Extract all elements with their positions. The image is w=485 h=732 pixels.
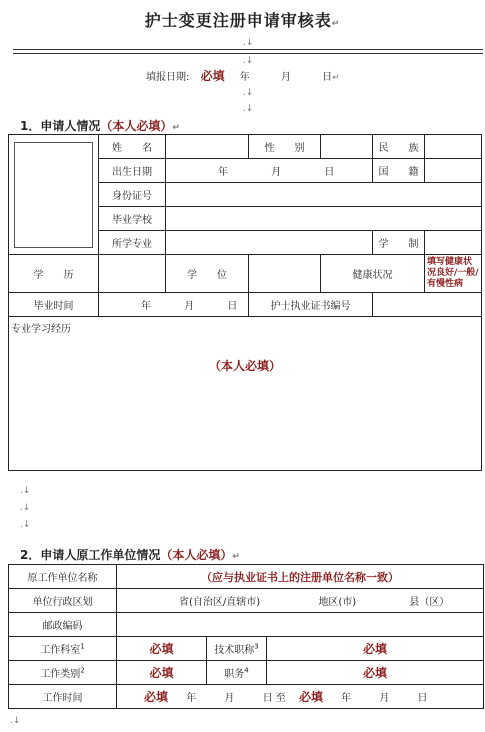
ethnicity-field[interactable]: [425, 135, 482, 159]
photo-placeholder: [14, 142, 93, 248]
photo-cell[interactable]: [9, 135, 99, 255]
major-field[interactable]: [166, 231, 373, 255]
unit-label: 原工作单位名称: [9, 565, 117, 589]
paragraph-mark: .↓: [20, 520, 31, 530]
gender-label: 性 别: [249, 135, 321, 159]
duty-field[interactable]: 必填: [267, 661, 484, 685]
ethnicity-label: 民 族: [373, 135, 425, 159]
id-field[interactable]: [166, 183, 482, 207]
name-field[interactable]: [166, 135, 249, 159]
degree-field[interactable]: [249, 255, 321, 293]
section1-heading: 1．申请人情况（本人必填）↵: [20, 119, 180, 133]
paragraph-mark: .↓: [243, 104, 254, 114]
paragraph-mark: .↓: [20, 503, 31, 513]
region-label: 单位行政区划: [9, 589, 117, 613]
name-label: 姓 名: [99, 135, 166, 159]
paragraph-mark: .↓: [10, 716, 21, 726]
tech-title-label: 技术职称$^3$: [207, 637, 267, 661]
fill-date-required[interactable]: 必填: [200, 69, 225, 83]
dept-label: 工作科室$^1$: [9, 637, 117, 661]
category-field[interactable]: 必填: [117, 661, 207, 685]
section2-heading: 2．申请人原工作单位情况（本人必填）↵: [20, 548, 240, 562]
dept-field[interactable]: 必填: [117, 637, 207, 661]
region-field[interactable]: 省(自治区/直辖市) 地区(市) 县（区）: [117, 589, 484, 613]
system-field[interactable]: [425, 231, 482, 255]
paragraph-mark: .↓: [20, 486, 31, 496]
school-field[interactable]: [166, 207, 482, 231]
fill-date-day: 日: [322, 72, 333, 83]
paragraph-mark: .↓: [243, 38, 254, 48]
degree-label: 学 位: [166, 255, 249, 293]
health-field[interactable]: 填写健康状况良好/一般/有慢性病: [425, 255, 482, 293]
cert-field[interactable]: [373, 293, 482, 317]
unit-field[interactable]: （应与执业证书上的注册单位名称一致）: [117, 565, 484, 589]
id-label: 身份证号: [99, 183, 166, 207]
category-label: 工作类别$^2$: [9, 661, 117, 685]
education-field[interactable]: [99, 255, 166, 293]
period-label: 工作时间: [9, 685, 117, 709]
work-unit-table: [8, 564, 484, 709]
nationality-label: 国 籍: [373, 159, 425, 183]
tech-title-field[interactable]: 必填: [267, 637, 484, 661]
postcode-field[interactable]: [117, 613, 484, 637]
health-label: 健康状况: [321, 255, 425, 293]
experience-required-note: （本人必填）: [208, 359, 281, 373]
title-rule-thin: [13, 53, 483, 54]
postcode-label: 邮政编码: [9, 613, 117, 637]
gender-field[interactable]: [321, 135, 373, 159]
cert-label: 护士执业证书编号: [249, 293, 373, 317]
major-label: 所学专业: [99, 231, 166, 255]
fill-date-year: 年: [239, 72, 250, 83]
page-title: 护士变更注册申请审核表↵: [144, 11, 341, 30]
applicant-table: [8, 134, 482, 471]
birth-field[interactable]: 年 月 日: [166, 159, 373, 183]
fill-date-label: 填报日期:: [146, 72, 190, 83]
period-field[interactable]: 必填 年 月 日 至 必填 年 月 日: [117, 685, 484, 709]
title-rule-thick: [13, 49, 483, 50]
paragraph-mark: .↓: [243, 88, 254, 98]
system-label: 学 制: [373, 231, 425, 255]
education-label: 学 历: [9, 255, 99, 293]
birth-label: 出生日期: [99, 159, 166, 183]
fill-date-month: 月: [280, 72, 291, 83]
paragraph-mark: .↓: [243, 56, 254, 66]
experience-cell[interactable]: [9, 317, 482, 471]
grad-label: 毕业时间: [9, 293, 99, 317]
duty-label: 职务$^4$: [207, 661, 267, 685]
grad-field[interactable]: 年 月 日: [99, 293, 249, 317]
school-label: 毕业学校: [99, 207, 166, 231]
experience-label: 专业学习经历: [11, 324, 71, 335]
fill-date-row: 填报日期: 必填 年 月 日↵: [146, 69, 340, 83]
nationality-field[interactable]: [425, 159, 482, 183]
